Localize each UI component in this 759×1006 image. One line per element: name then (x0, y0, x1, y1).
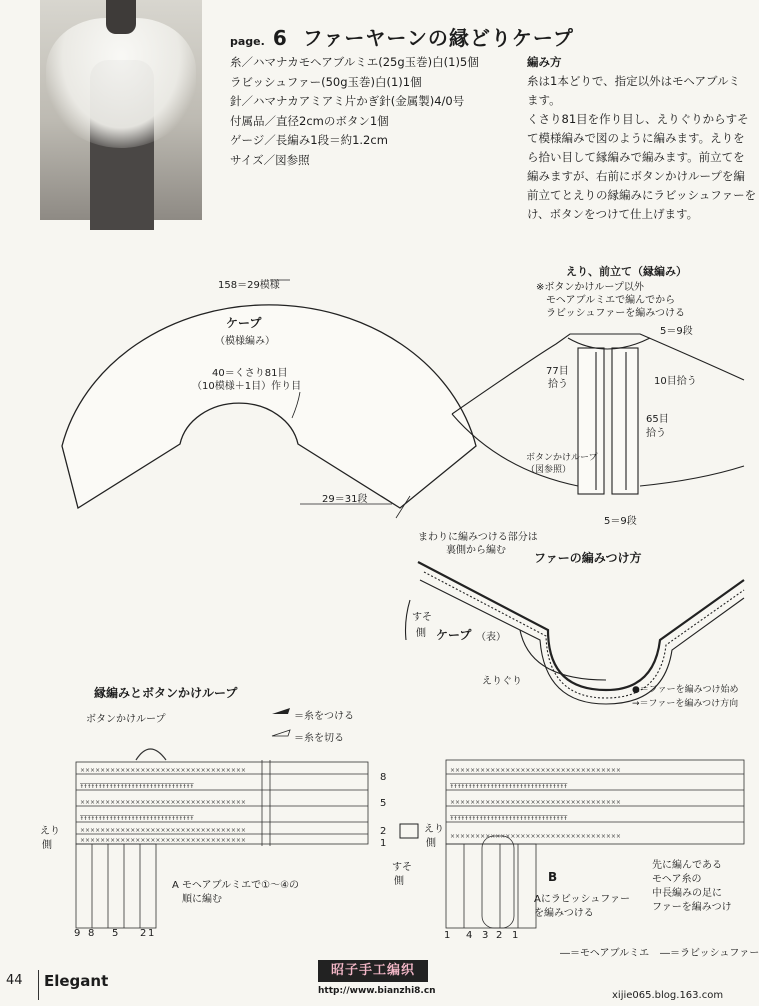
collar-side-a-b: 側 (42, 840, 52, 851)
chart-section-title: 縁編みとボタンかけループ (94, 686, 238, 700)
legend-fur: ―＝ラビッシュファー (660, 948, 759, 959)
footer-divider (38, 970, 39, 1000)
method-line: け、ボタンをつけて仕上げます。 (527, 207, 699, 221)
svg-text:ŦŦŦŦŦŦŦŦŦŦŦŦŦŦŦŦŦŦŦŦŦŦŦŦŦŦŦŦŦŦ: ŦŦŦŦŦŦŦŦŦŦŦŦŦŦŦŦŦŦŦŦŦŦŦŦŦŦŦŦŦŦŦ (80, 815, 194, 822)
cape-chain-detail: （10模様＋1目）作り目 (192, 381, 302, 392)
svg-text:××××××××××××××××××××××××××××××: ×××××××××××××××××××××××××××××××××× (450, 767, 621, 774)
b-from-a-arrow (400, 824, 418, 838)
page-number: 6 (272, 26, 287, 50)
pattern-title: ファーヤーンの縁どりケープ (302, 26, 574, 50)
row-number: 2 (496, 930, 503, 941)
svg-text:××××××××××××××××××××××××××××××: ×××××××××××××××××××××××××××××××××× (450, 799, 621, 806)
collar-loop-ref: （図参照） (526, 465, 572, 475)
chart-a-note: A モヘアブルミエで①〜④の (172, 880, 300, 891)
button-loop-label: ボタンかけループ (86, 714, 166, 725)
fur-neckline: えりぐり (482, 676, 522, 687)
collar-note-2: モヘアブルミエで編んでから (546, 295, 676, 306)
svg-text:××××××××××××××××××××××××××××××: ××××××××××××××××××××××××××××××××× (80, 799, 246, 806)
svg-text:ŦŦŦŦŦŦŦŦŦŦŦŦŦŦŦŦŦŦŦŦŦŦŦŦŦŦŦŦŦŦ: ŦŦŦŦŦŦŦŦŦŦŦŦŦŦŦŦŦŦŦŦŦŦŦŦŦŦŦŦŦŦŦ (80, 783, 194, 790)
watermark-logo: 昭子手工编织 (318, 960, 428, 982)
cut-yarn-legend: ＝糸を切る (294, 733, 344, 744)
material-fur: ラビッシュファー(50g玉巻)白(1)1個 (230, 74, 422, 89)
row-number: 5 (112, 928, 119, 939)
row-number: 4 (466, 930, 473, 941)
fur-cape-label: ケープ (436, 628, 472, 642)
attach-yarn-legend: ＝糸をつける (294, 711, 354, 722)
fur-legend-direction: →＝ファーを編みつけ方向 (632, 699, 739, 709)
method-line: て模様編みで図のように編みます。えりを (527, 131, 745, 145)
svg-text:××××××××××××××××××××××××××××××: ×××××××××××××××××××××××××××××××××× (450, 833, 621, 840)
material-size: サイズ／図参照 (230, 152, 310, 167)
fur-note-2: 裏側から編む (446, 545, 506, 556)
page-label: page. (230, 35, 265, 48)
collar-loop-label: ボタンかけループ (526, 453, 598, 463)
svg-text:××××××××××××××××××××××××××××××: ××××××××××××××××××××××××××××××××× (80, 837, 246, 844)
collar-title: えり、前立て（縁編み） (566, 265, 687, 278)
chart-b-label: B (548, 870, 558, 884)
fur-cape-side: （表） (476, 632, 506, 643)
collar-side-a: えり (40, 826, 60, 837)
fur-title: ファーの編みつけ方 (534, 551, 642, 565)
method-line: ます。 (527, 93, 561, 107)
collar-side-b: えり (424, 824, 444, 835)
cape-side-dimension: 29＝31段 (322, 494, 368, 505)
chart-b-note: Aにラビッシュファー (534, 894, 631, 905)
svg-text:ŦŦŦŦŦŦŦŦŦŦŦŦŦŦŦŦŦŦŦŦŦŦŦŦŦŦŦŦŦŦ: ŦŦŦŦŦŦŦŦŦŦŦŦŦŦŦŦŦŦŦŦŦŦŦŦŦŦŦŦŦŦŦŦ (450, 815, 568, 822)
hem-side-a: すそ (392, 862, 412, 873)
collar-pick-77: 77目 (546, 366, 569, 377)
stitch-pattern-a (79, 767, 246, 844)
svg-text:××××××××××××××××××××××××××××××: ××××××××××××××××××××××××××××××××× (80, 767, 246, 774)
collar-note-3: ラビッシュファーを編みつける (546, 308, 685, 319)
watermark-url: http://www.bianzhi8.cn (318, 986, 436, 996)
blog-url: xijie065.blog.163.com (612, 990, 724, 1001)
cape-pattern: （模様編み） (215, 336, 275, 347)
collar-pick-77-b: 拾う (548, 379, 568, 390)
fur-note-1: まわりに編みつける部分は (418, 532, 538, 543)
legend-mohair: ―＝モヘアブルミエ (560, 948, 650, 959)
collar-note-1: ※ボタンかけループ以外 (536, 282, 644, 293)
svg-text:ŦŦŦŦŦŦŦŦŦŦŦŦŦŦŦŦŦŦŦŦŦŦŦŦŦŦŦŦŦŦ: ŦŦŦŦŦŦŦŦŦŦŦŦŦŦŦŦŦŦŦŦŦŦŦŦŦŦŦŦŦŦŦŦ (450, 783, 568, 790)
chart-b-right-note-2: モヘア糸の (652, 874, 702, 885)
row-number: 8 (88, 928, 95, 939)
chart-b-right-note: 先に編んである (652, 860, 722, 871)
method-line: 編みますが、右前にボタンかけループを編 (527, 169, 745, 183)
fur-legend-start: ●＝ファーを編みつけ始め (632, 685, 739, 695)
row-number: 2 (380, 826, 387, 837)
chart-b-right-note-3: 中長編みの足に (652, 888, 722, 899)
cape-top-dimension: 158＝29模様 (218, 280, 280, 291)
method-line: ら拾い目して縁編みで編みます。前立てを (527, 150, 745, 164)
material-gauge: ゲージ／長編み1段＝約1.2cm (230, 133, 388, 147)
row-number: 1 (148, 928, 155, 939)
collar-row-top: 5＝9段 (660, 326, 693, 337)
chart-b-right-note-4: ファーを編みつけ (652, 902, 732, 913)
material-hook: 針／ハマナカアミアミ片かぎ針(金属製)4/0号 (230, 94, 465, 108)
row-number: 1 (512, 930, 519, 941)
fur-hem-side: すそ (412, 612, 432, 623)
collar-side-b-b: 側 (426, 838, 436, 849)
row-number: 9 (74, 928, 81, 939)
method-line: くさり81目を作り目し、えりぐりからすそ (527, 112, 749, 126)
cape-name: ケープ (226, 316, 262, 330)
collar-schematic (452, 334, 744, 494)
fur-hem-side-b: 側 (416, 628, 426, 639)
row-number: 5 (380, 798, 387, 809)
magazine-name: Elegant (44, 972, 109, 990)
material-yarn: 糸／ハマナカモヘアブルミエ(25g玉巻)白(1)5個 (230, 55, 479, 69)
cape-chain-count: 40＝くさり81目 (212, 368, 288, 379)
row-number: 1 (380, 838, 387, 849)
collar-pick-65-b: 拾う (646, 428, 666, 439)
method-line: 糸は1本どりで、指定以外はモヘアブルミ (527, 74, 741, 88)
hem-side-a-b: 側 (394, 876, 404, 887)
collar-row-bottom: 5＝9段 (604, 516, 637, 527)
collar-pick-10: 10目拾う (654, 376, 697, 387)
row-number: 1 (444, 930, 451, 941)
chart-b-note-2: を編みつける (534, 908, 594, 919)
collar-pick-65: 65目 (646, 414, 669, 425)
stitch-pattern-b (449, 767, 621, 840)
method-heading: 編み方 (527, 55, 562, 69)
legend-symbols (272, 708, 290, 736)
chart-a-note-2: 順に編む (182, 894, 222, 905)
row-number: 3 (482, 930, 489, 941)
method-line: 前立てとえりの縁編みにラビッシュファーを (527, 188, 757, 202)
material-notions: 付属品／直径2cmのボタン1個 (230, 113, 389, 128)
page-number-footer: 44 (6, 973, 23, 988)
svg-text:××××××××××××××××××××××××××××××: ××××××××××××××××××××××××××××××××× (80, 827, 246, 834)
row-number: 2 (140, 928, 147, 939)
row-number: 8 (380, 772, 387, 783)
